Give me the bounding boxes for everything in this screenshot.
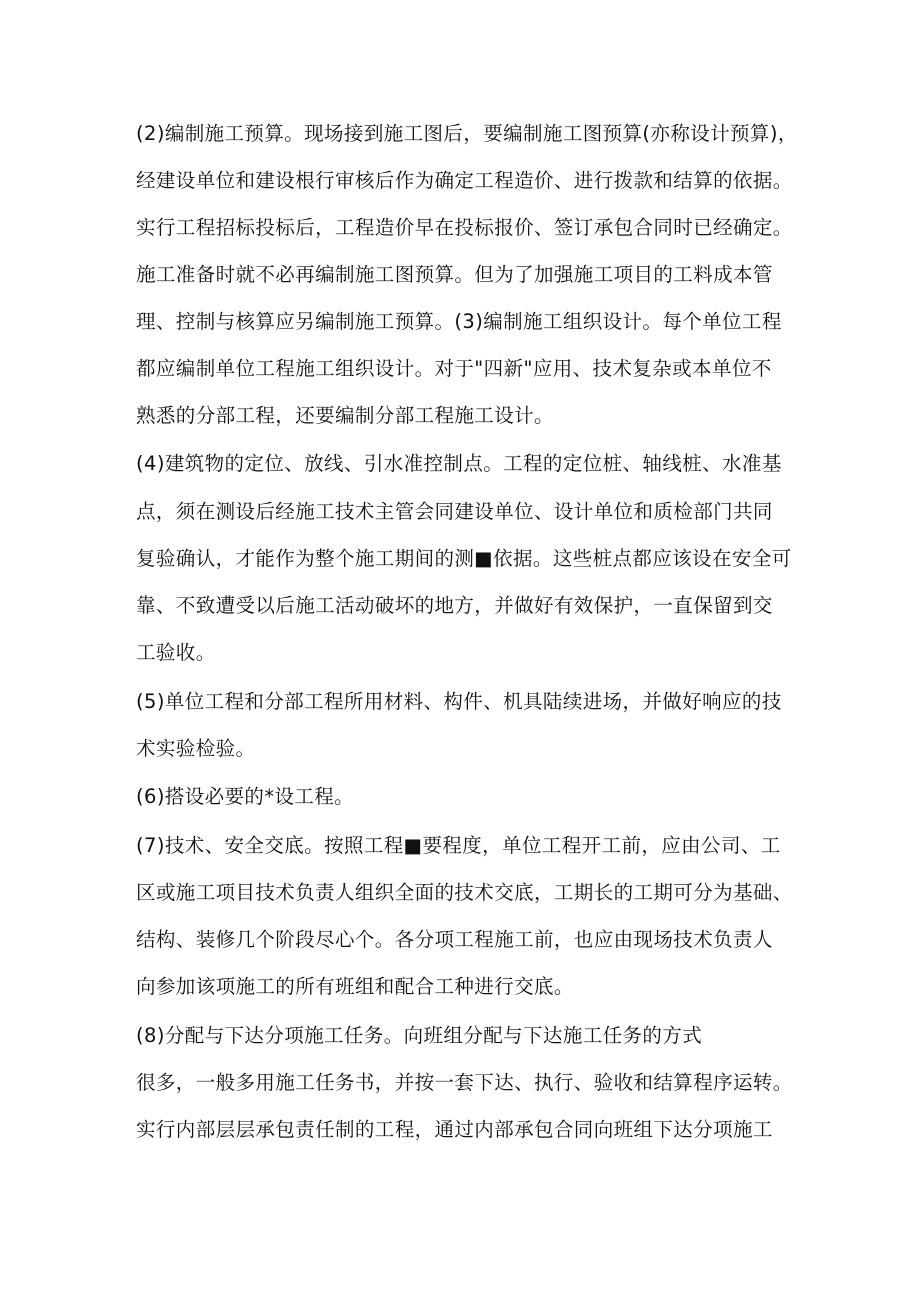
text-line: 都应编制单位工程施工组织设计。对于"四新"应用、技术复杂或本单位不: [136, 357, 772, 380]
text-line: 区或施工项目技术负责人组织全面的技术交底，工期长的工期可分为基础、: [136, 881, 793, 904]
text-line: 靠、不致遭受以后施工活动破坏的地方，并做好有效保护，一直保留到交: [136, 594, 773, 617]
text-line: 实行工程招标投标后，工程造价早在投标报价、签订承包合同时已经确定。: [136, 216, 793, 239]
text-line: (5)单位工程和分部工程所用材料、构件、机具陆续进场，并做好响应的技: [136, 690, 782, 713]
text-line: 工验收。: [136, 641, 216, 664]
text-line: 复验确认，才能作为整个施工期间的测■依据。这些桩点都应该设在安全可: [136, 547, 792, 570]
text-line: 向参加该项施工的所有班组和配合工种进行交底。: [136, 975, 574, 998]
text-line: 术实验检验。: [136, 737, 256, 760]
text-line: 经建设单位和建设根行审核后作为确定工程造价、进行拨款和结算的依据。: [136, 169, 793, 192]
text-line: 很多，一般多用施工任务书，并按一套下达、执行、验收和结算程序运转。: [136, 1071, 793, 1094]
text-line: 熟悉的分部工程，还要编制分部工程施工设计。: [136, 404, 554, 427]
text-line: 理、控制与核算应另编制施工预算。(3)编制施工组织设计。每个单位工程: [136, 310, 782, 333]
text-line: (7)技术、安全交底。按照工程■要程度，单位工程开工前，应由公司、工: [136, 834, 781, 857]
text-line: 施工准备时就不必再编制施工图预算。但为了加强施工项目的工料成本管: [136, 263, 773, 286]
text-line: 点，须在测设后经施工技术主管会同建设单位、设计单位和质检部门共同: [136, 500, 773, 523]
text-line: (6)搭设必要的*设工程。: [136, 785, 355, 808]
text-line: (8)分配与下达分项施工任务。向班组分配与下达施工任务的方式: [136, 1024, 703, 1047]
text-line: (2)编制施工预算。现场接到施工图后，要编制施工图预算(亦称设计预算)，: [136, 122, 798, 145]
text-line: (4)建筑物的定位、放线、引水准控制点。工程的定位桩、轴线桩、水准基: [136, 452, 782, 475]
text-line: 结构、装修几个阶段尽心个。各分项工程施工前，也应由现场技术负责人: [136, 928, 773, 951]
text-line: 实行内部层层承包责任制的工程，通过内部承包合同向班组下达分项施工: [136, 1118, 773, 1141]
